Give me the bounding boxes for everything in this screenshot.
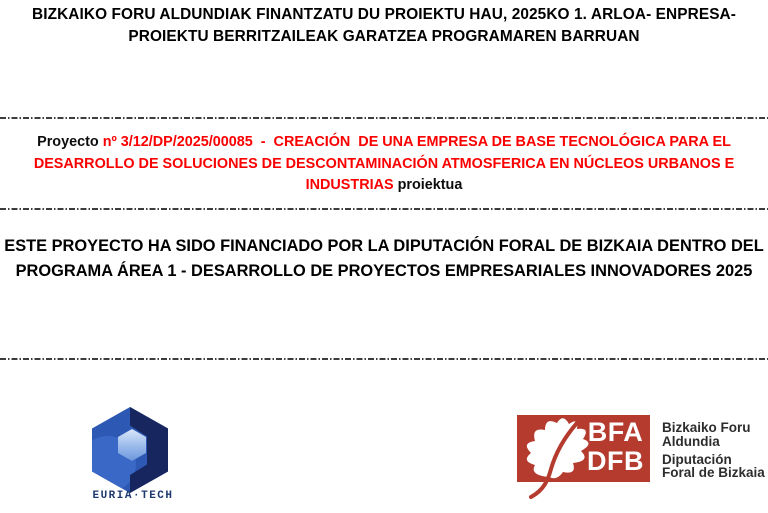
bfa-dfb-logo	[517, 415, 768, 505]
bfa-acronym-spanish: DFB	[587, 446, 644, 476]
bfa-name-spanish-line-1: Diputación	[662, 451, 732, 467]
euriatech-wordmark: EURIA·TECH	[92, 490, 174, 502]
project-label: Proyecto	[37, 134, 103, 150]
bfa-dfb-emblem	[517, 415, 650, 501]
spanish-funding-line-1: ESTE PROYECTO HA SIDO FINANCIADO POR LA DIPUTACIÓN FORAL DE BIZKAIA DENTRO DEL	[4, 237, 764, 255]
basque-funding-title	[0, 4, 768, 48]
bfa-acronym-basque: BFA	[587, 417, 644, 447]
bfa-institution-names	[662, 421, 765, 484]
project-number-and-name: nº 3/12/DP/2025/00085 - CREACIÓN DE UNA EMPRESA DE BASE TECNOLÓGICA PARA EL	[102, 134, 731, 150]
bfa-name-spanish-line-2: Foral de Bizkaia	[662, 465, 765, 480]
project-name-continued: DESARROLLO DE SOLUCIONES DE DESCONTAMINACIÓN ATMOSFERICA EN NÚCLEOS URBANOS E	[33, 155, 735, 172]
basque-funding-title-line-2: PROIEKTU BERRITZAILEAK GARATZEA PROGRAMAREN BARRUAN	[128, 28, 640, 45]
project-name-end: INDUSTRIAS	[305, 177, 394, 193]
spanish-funding-line-2: PROGRAMA ÁREA 1 - DESARROLLO DE PROYECTOS EMPRESARIALES INNOVADORES 2025	[15, 261, 753, 280]
dash-dot-divider-middle	[0, 208, 768, 210]
project-title-line-1	[0, 132, 768, 154]
project-title-paragraph	[0, 132, 768, 197]
spanish-funding-statement	[0, 234, 768, 283]
dash-dot-divider-bottom	[0, 358, 768, 360]
bfa-name-basque-line-2: Aldundia	[662, 433, 720, 449]
euriatech-logo	[92, 407, 168, 493]
project-title-line-3	[0, 175, 768, 197]
basque-funding-title-line-1: BIZKAIKO FORU ALDUNDIAK FINANTZATU DU PROIEKTU HAU, 2025KO 1. ARLOA- ENPRESA-	[32, 6, 736, 23]
bfa-name-basque-line-1: Bizkaiko Foru	[662, 420, 751, 435]
proiektua-suffix: proiektua	[393, 177, 463, 193]
bfa-name-spanish	[662, 453, 765, 480]
project-title-line-2	[0, 154, 768, 176]
euriatech-cube-icon	[92, 407, 168, 493]
dash-dot-divider-top	[0, 117, 768, 119]
bfa-name-basque	[662, 421, 765, 448]
